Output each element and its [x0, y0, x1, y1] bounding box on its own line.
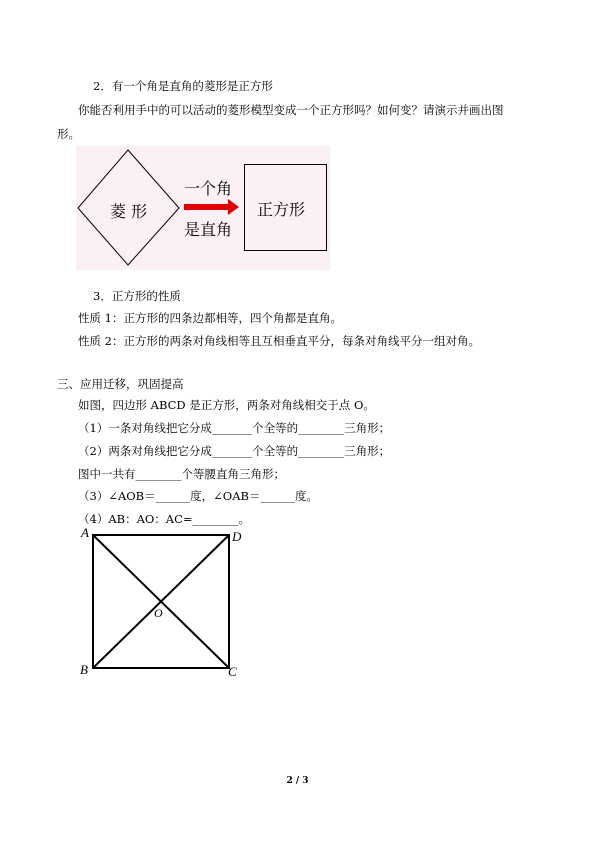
vertex-c-label: C — [228, 664, 237, 679]
section2-paragraph-line1: 你能否利用手中的可以活动的菱形模型变成一个正方形吗？如何变？请演示并画出图 — [78, 103, 504, 117]
square-label: 正方形 — [257, 200, 306, 219]
arrow-label-bottom: 是直角 — [184, 220, 233, 239]
property-2: 性质 2：正方形的两条对角线相等且互相垂直平分，每条对角线平分一组对角。 — [78, 334, 480, 348]
part3-heading: 三、应用迁移，巩固提高 — [57, 377, 184, 391]
section3-heading: 3．正方形的性质 — [93, 289, 181, 303]
center-o-label: O — [154, 606, 163, 620]
question-1: （1）一条对角线把它分成_______个全等的________三角形； — [78, 421, 391, 435]
arrow-head — [228, 199, 239, 215]
property-1: 性质 1：正方形的四条边都相等，四个角都是直角。 — [78, 311, 342, 325]
section2-heading: 2．有一个角是直角的菱形是正方形 — [93, 79, 273, 93]
question-total: 图中一共有________个等腰直角三角形； — [78, 467, 285, 481]
question-2: （2）两条对角线把它分成_______个全等的________三角形； — [78, 444, 391, 458]
page-number: 2 / 3 — [286, 776, 309, 786]
vertex-a-label: A — [81, 525, 89, 540]
arrow-shaft — [184, 204, 229, 210]
part3-intro: 如图，四边形 ABCD 是正方形，两条对角线相交于点 O。 — [78, 398, 375, 412]
rhombus-to-square-figure — [76, 146, 330, 270]
question-4: （4）AB：AO：AC=________。 — [78, 512, 251, 526]
section2-paragraph-line2: 形。 — [57, 127, 80, 141]
rhombus-label: 菱 形 — [110, 202, 148, 221]
arrow-label-top: 一个角 — [184, 179, 233, 198]
vertex-b-label: B — [80, 662, 88, 677]
square-shape — [244, 164, 327, 251]
square-abcd-figure — [75, 524, 255, 684]
vertex-d-label: D — [232, 529, 242, 544]
question-3: （3）∠AOB＝______度，∠OAB＝______度。 — [78, 489, 318, 503]
